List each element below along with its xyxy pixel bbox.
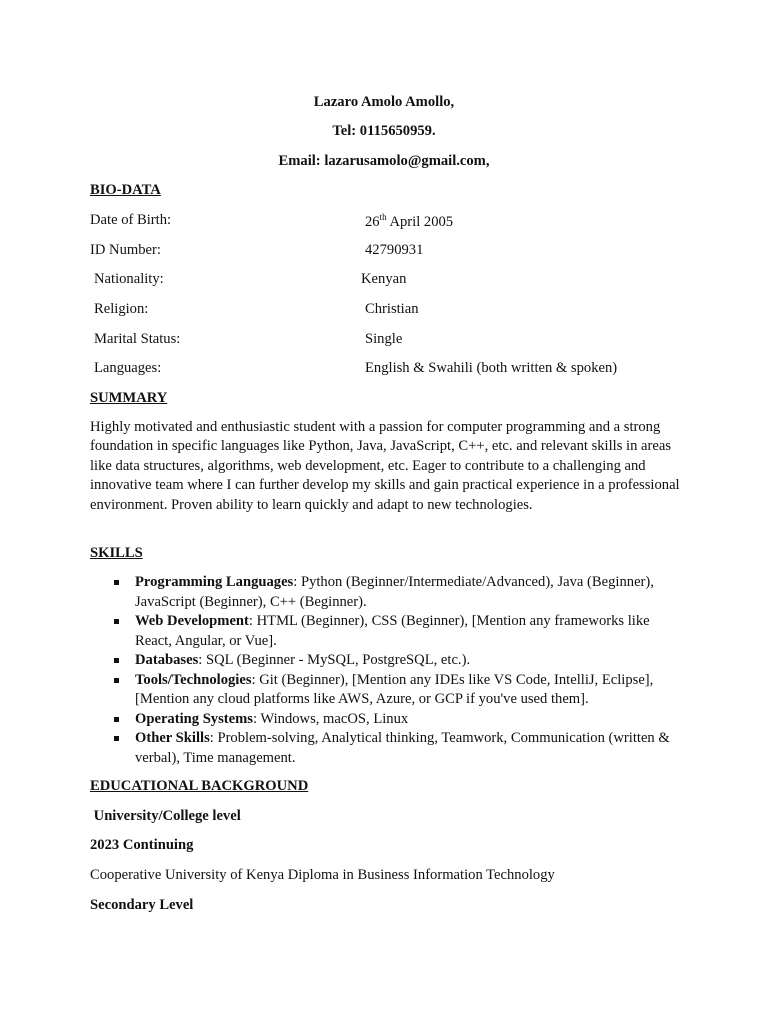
skill-item [90, 671, 690, 710]
skill-name: Tools/Technologies [135, 671, 252, 688]
skill-detail: : Problem-solving, Analytical thinking, Teamwork, Communication (written & verbal), Time management. [135, 730, 670, 766]
skill-detail: : SQL (Beginner - MySQL, PostgreSQL, etc.). [198, 652, 471, 668]
square-bullet-icon [114, 619, 119, 624]
biodata-row-marital-status [90, 331, 690, 351]
skill-detail: : Git (Beginner), [Mention any IDEs like VS Code, IntelliJ, Eclipse], [Mention any cloud platforms like AWS, Azure, or GCP if you've used them]. [135, 671, 654, 707]
biodata-heading: BIO-DATA [90, 182, 161, 198]
applicant-phone: Tel: 0115650959. [332, 123, 436, 139]
biodata-label: Date of Birth: [90, 212, 172, 228]
biodata-row-nationality [90, 271, 690, 291]
biodata-value: Single [365, 331, 403, 347]
skills-heading: SKILLS [90, 545, 143, 561]
skill-detail: : Python (Beginner/Intermediate/Advanced), Java (Beginner), JavaScript (Beginner), C++ (Beginner). [135, 574, 654, 610]
university-level-label: University/College level [90, 808, 241, 824]
biodata-label: Nationality: [94, 271, 164, 287]
education-heading: EDUCATIONAL BACKGROUND [90, 778, 309, 794]
biodata-label: Languages: [94, 360, 162, 376]
biodata-value: 26th April 2005 [365, 212, 454, 230]
skill-name: Web Development [135, 613, 249, 629]
square-bullet-icon [114, 717, 119, 722]
secondary-level-label: Secondary Level [90, 897, 194, 913]
skill-item [90, 729, 690, 768]
summary-text: Highly motivated and enthusiastic student with a passion for computer programming and a strong foundation in specific languages like Python, Java, JavaScript, C++, etc. and relevant skills in areas like data structures, algorithms, web development, etc. Eager to contribute to a challenging and innovative team where I can further develop my skills and gain practical experience in a professional environment. Proven ability to learn quickly and adapt to new technologies. [90, 419, 680, 513]
summary-heading: SUMMARY [90, 390, 168, 406]
skill-name: Operating Systems [135, 710, 253, 727]
university-period: 2023 Continuing [90, 837, 194, 853]
university-detail: Cooperative University of Kenya Diploma in Business Information Technology [90, 867, 555, 883]
biodata-value: Christian [365, 301, 419, 317]
biodata-value: 42790931 [365, 242, 424, 258]
skill-name: Databases [135, 652, 199, 668]
biodata-value: English & Swahili (both written & spoken) [365, 360, 618, 376]
skill-name: Programming Languages [135, 574, 294, 590]
biodata-label: Marital Status: [94, 331, 181, 347]
square-bullet-icon [114, 658, 119, 663]
biodata-label: ID Number: [90, 242, 161, 258]
biodata-row-dob [90, 212, 690, 232]
skill-item [90, 612, 690, 651]
biodata-row-id [90, 242, 690, 262]
skill-detail: : HTML (Beginner), CSS (Beginner), [Mention any frameworks like React, Angular, or Vue]. [135, 613, 650, 649]
skill-detail: : Windows, macOS, Linux [252, 710, 409, 727]
biodata-value: Kenyan [361, 271, 407, 287]
skills-list [90, 573, 690, 768]
applicant-name: Lazaro Amolo Amollo, [313, 94, 455, 110]
skill-item [90, 710, 690, 730]
skill-name: Other Skills [135, 730, 210, 746]
square-bullet-icon [114, 736, 119, 741]
biodata-row-religion [90, 301, 690, 321]
biodata-row-languages [90, 360, 690, 380]
skill-item [90, 651, 690, 671]
biodata-label: Religion: [94, 301, 149, 317]
applicant-email: Email: lazarusamolo@gmail.com, [278, 153, 490, 169]
square-bullet-icon [114, 678, 119, 683]
skill-item [90, 573, 690, 612]
square-bullet-icon [114, 580, 119, 585]
